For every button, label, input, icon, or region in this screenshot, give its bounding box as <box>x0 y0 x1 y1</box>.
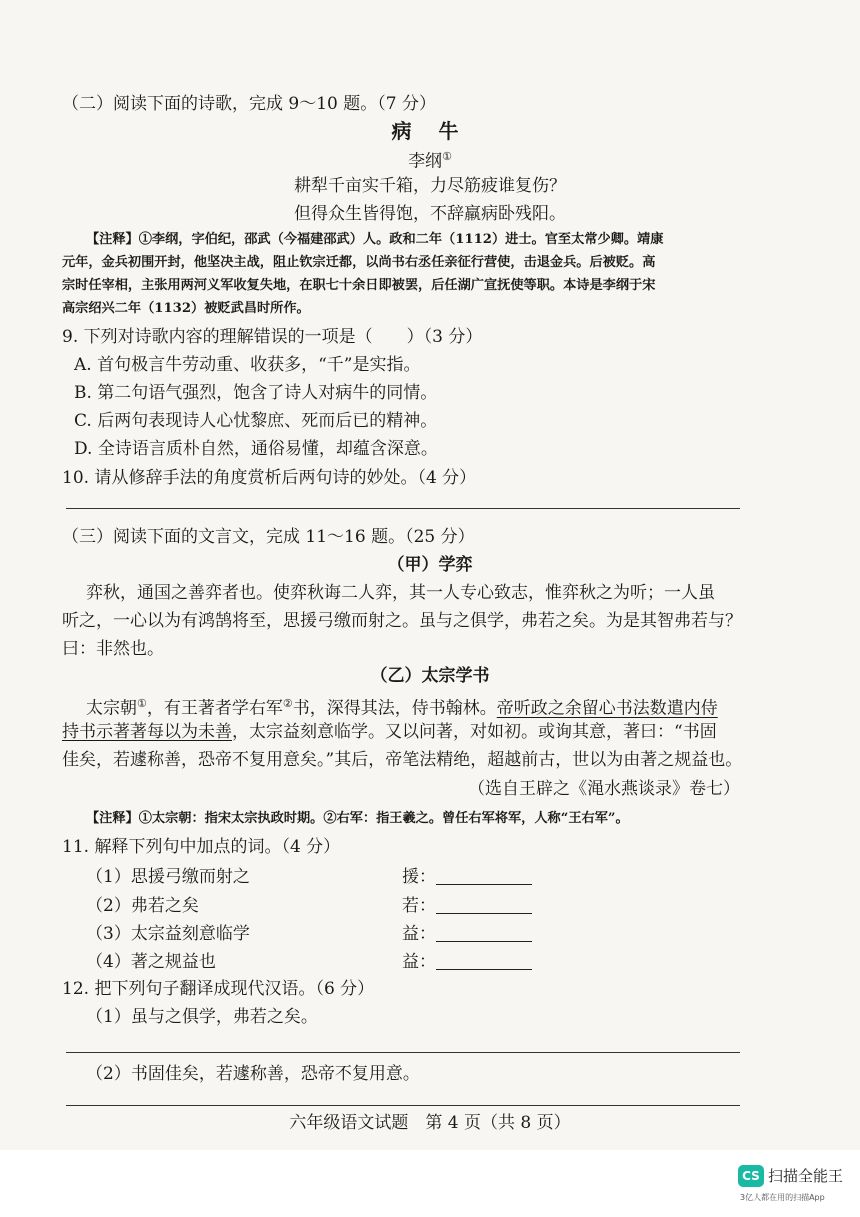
passage-a-line-2: 听之，一心以为有鸿鹄将至，思援弓缴而射之。虽与之俱学，弗若之矣。为是其智弗若与？ <box>62 611 742 631</box>
q9-option-c: C. 后两句表现诗人心忧黎庶、死而后已的精神。 <box>74 411 438 431</box>
poem-note-line-4: 高宗绍兴二年（1132）被贬武昌时所作。 <box>62 301 310 316</box>
question-12: 12. 把下列句子翻译成现代汉语。（6 分） <box>62 979 375 999</box>
section-2-heading: （二）阅读下面的诗歌，完成 9～10 题。（7 分） <box>62 94 436 114</box>
poem-line-1: 耕犁千亩实千箱，力尽筋疲谁复伤？ <box>294 176 566 196</box>
poem-note-line-3: 宗时任宰相，主张用两河义军收复失地，在职七十余日即被罢，后任湖广宣抚使等职。本诗是李纲于宋 <box>62 278 656 293</box>
q11-word-3: 益： <box>402 924 436 944</box>
scanner-tagline: 3亿人都在用的扫描App <box>740 1193 825 1202</box>
poem-note-line-1: 【注释】①李纲，字伯纪，邵武（今福建邵武）人。政和二年（1112）进士。官至太常少卿。靖康 <box>86 232 664 247</box>
passage-b-source: （选自王辟之《渑水燕谈录》卷七） <box>468 779 740 799</box>
scanner-brand: 扫描全能王 <box>768 1167 844 1185</box>
passage-a-line-3: 曰：非然也。 <box>62 639 164 659</box>
passage-b-note: 【注释】①太宗朝：指宋太宗执政时期。②右军：指王羲之。曾任右军将军，人称“王右军”。 <box>86 811 629 826</box>
page-footer: 六年级语文试题 第 4 页（共 8 页） <box>289 1113 571 1133</box>
scanner-watermark-bar <box>0 1150 860 1217</box>
q11-word-4: 益： <box>402 952 436 972</box>
passage-a-line-1: 弈秋，通国之善弈者也。使弈秋诲二人弈，其一人专心致志，惟弈秋之为听；一人虽 <box>86 583 715 603</box>
scanner-logo-icon: CS <box>738 1165 764 1187</box>
q9-option-a: A. 首句极言牛劳动重、收获多，“千”是实指。 <box>74 355 421 375</box>
q11-blank-2[interactable] <box>436 913 532 914</box>
poem-title: 病 牛 <box>391 119 469 143</box>
q12-answer-line-2[interactable] <box>66 1105 740 1106</box>
poem-note-line-2: 元年，金兵初围开封，他坚决主战，阻止钦宗迁都，以尚书右丞任亲征行营使，击退金兵。后被贬。高 <box>62 255 656 270</box>
q11-blank-3[interactable] <box>436 941 532 942</box>
question-9: 9. 下列对诗歌内容的理解错误的一项是（ ）（3 分） <box>62 327 483 347</box>
poem-line-2: 但得众生皆得饱，不辞羸病卧残阳。 <box>294 204 566 224</box>
q11-blank-4[interactable] <box>436 969 532 970</box>
poem-author: 李纲① <box>408 150 452 172</box>
q11-word-1: 援： <box>402 867 436 887</box>
q11-sentence-4: （4）著之规益也 <box>86 952 216 972</box>
q11-sentence-1: （1）思援弓缴而射之 <box>86 867 250 887</box>
underlined-sentence: 持书示著著每以为未善 <box>62 722 232 742</box>
footnote-marker: ① <box>442 150 452 163</box>
q11-sentence-2: （2）弗若之矣 <box>86 896 199 916</box>
q9-option-b: B. 第二句语气强烈，饱含了诗人对病牛的同情。 <box>74 383 438 403</box>
footnote-marker: ② <box>282 697 293 710</box>
q12-item-1: （1）虽与之俱学，弗若之矣。 <box>86 1007 318 1027</box>
passage-b-line-3: 佳矣，若遽称善，恐帝不复用意矣。”其后，帝笔法精绝，超越前古，世以为由著之规益也。 <box>62 750 743 770</box>
passage-b-title: （乙）太宗学书 <box>370 666 490 686</box>
q11-sentence-3: （3）太宗益刻意临学 <box>86 924 250 944</box>
q11-word-2: 若： <box>402 896 436 916</box>
q10-answer-line[interactable] <box>66 508 740 509</box>
passage-a-title: （甲）学弈 <box>387 555 473 575</box>
question-11: 11. 解释下列句中加点的词。（4 分） <box>62 837 341 857</box>
section-3-heading: （三）阅读下面的文言文，完成 11～16 题。（25 分） <box>62 527 475 547</box>
q9-option-d: D. 全诗语言质朴自然，通俗易懂，却蕴含深意。 <box>74 439 438 459</box>
underlined-sentence: 帝听政之余留心书法数遣内侍 <box>496 698 718 719</box>
q11-blank-1[interactable] <box>436 884 532 885</box>
q12-answer-line-1[interactable] <box>66 1052 740 1053</box>
footnote-marker: ① <box>137 697 147 710</box>
passage-b-line-2: 持书示著著每以为未善，太宗益刻意临学。又以问著，对如初。或询其意，著曰：“书固 <box>62 722 717 742</box>
q12-item-2: （2）书固佳矣，若遽称善，恐帝不复用意。 <box>86 1064 420 1084</box>
question-10: 10. 请从修辞手法的角度赏析后两句诗的妙处。（4 分） <box>62 468 477 488</box>
passage-b-line-1: 太宗朝①，有王著者学右军②书，深得其法，侍书翰林。帝听政之余留心书法数遣内侍 <box>86 697 718 719</box>
